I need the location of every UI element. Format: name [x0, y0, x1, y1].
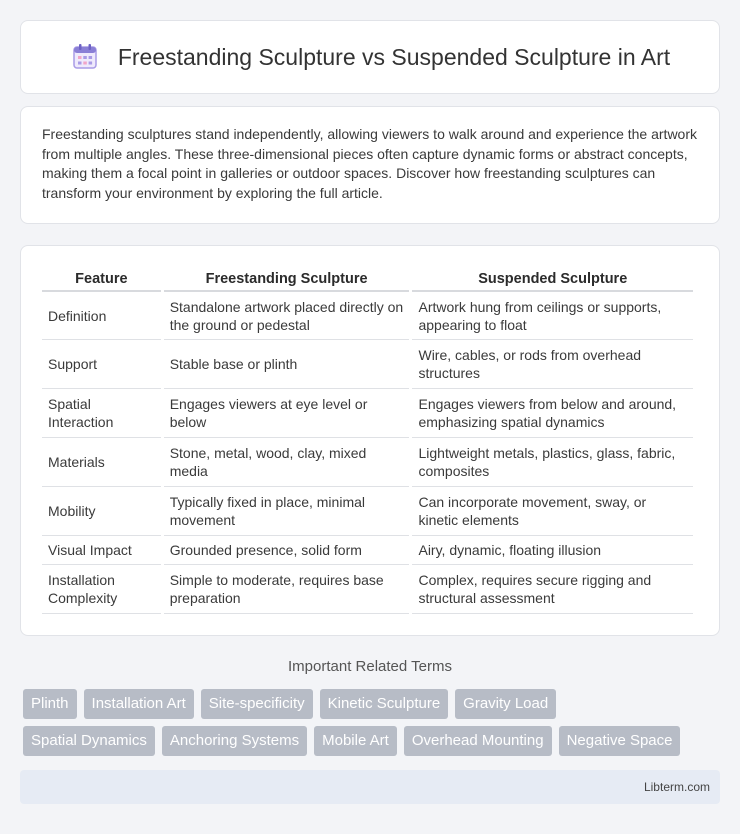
feature-cell: Materials: [42, 438, 161, 487]
comparison-card: [20, 245, 720, 636]
suspended-cell: Can incorporate movement, sway, or kinetic elements: [412, 487, 693, 536]
page-title: Freestanding Sculpture vs Suspended Sculpture in Art: [117, 43, 671, 70]
header-freestanding: Freestanding Sculpture: [164, 266, 410, 292]
title-wrap: [21, 21, 719, 93]
header-suspended: Suspended Sculpture: [412, 266, 693, 292]
tag-row: [23, 689, 723, 719]
header-feature: Feature: [42, 266, 161, 292]
calendar-icon: [70, 42, 100, 72]
intro-card: [20, 106, 720, 224]
suspended-cell: Wire, cables, or rods from overhead structures: [412, 340, 693, 389]
tag-overhead-mounting[interactable]: Overhead Mounting: [404, 726, 552, 756]
tag-gravity-load[interactable]: Gravity Load: [455, 689, 556, 719]
suspended-cell: Lightweight metals, plastics, glass, fabric, composites: [412, 438, 693, 487]
tag-mobile-art[interactable]: Mobile Art: [314, 726, 397, 756]
table-row: [42, 340, 693, 389]
feature-cell: Spatial Interaction: [42, 389, 161, 438]
title-card: [20, 20, 720, 94]
feature-cell: Mobility: [42, 487, 161, 536]
footer-site-link[interactable]: Libterm.com: [643, 780, 710, 794]
table-row: [42, 438, 693, 487]
tag-anchoring-systems[interactable]: Anchoring Systems: [162, 726, 307, 756]
footer: [20, 770, 720, 804]
freestanding-cell: Standalone artwork placed directly on the ground or pedestal: [164, 292, 410, 340]
freestanding-cell: Stable base or plinth: [164, 340, 410, 389]
related-terms-heading: Important Related Terms: [288, 658, 452, 675]
feature-cell: Support: [42, 340, 161, 389]
comparison-table: [39, 266, 696, 614]
freestanding-cell: Typically fixed in place, minimal movement: [164, 487, 410, 536]
freestanding-cell: Grounded presence, solid form: [164, 536, 410, 565]
table-row: [42, 565, 693, 614]
suspended-cell: Artwork hung from ceilings or supports, appearing to float: [412, 292, 693, 340]
freestanding-cell: Simple to moderate, requires base preparation: [164, 565, 410, 614]
intro-paragraph: Freestanding sculptures stand independently, allowing viewers to walk around and experience the artwork from multiple angles. These three-dimensional pieces often capture dynamic forms or abstract concepts, making them a focal point in galleries or outdoor spaces. Discover how freestanding sculptures can transform your environment by exploring the full article.: [42, 126, 698, 201]
tag-spatial-dynamics[interactable]: Spatial Dynamics: [23, 726, 155, 756]
tag-row: [23, 726, 723, 756]
table-row: [42, 536, 693, 565]
suspended-cell: Airy, dynamic, floating illusion: [412, 536, 693, 565]
table-header-row: [42, 266, 693, 292]
feature-cell: Installation Complexity: [42, 565, 161, 614]
related-terms: [23, 689, 723, 763]
freestanding-cell: Stone, metal, wood, clay, mixed media: [164, 438, 410, 487]
suspended-cell: Engages viewers from below and around, emphasizing spatial dynamics: [412, 389, 693, 438]
tag-installation-art[interactable]: Installation Art: [84, 689, 194, 719]
table-row: [42, 487, 693, 536]
feature-cell: Definition: [42, 292, 161, 340]
suspended-cell: Complex, requires secure rigging and structural assessment: [412, 565, 693, 614]
freestanding-cell: Engages viewers at eye level or below: [164, 389, 410, 438]
tag-negative-space[interactable]: Negative Space: [559, 726, 681, 756]
tag-site-specificity[interactable]: Site-specificity: [201, 689, 313, 719]
table-row: [42, 292, 693, 340]
table-row: [42, 389, 693, 438]
tag-kinetic-sculpture[interactable]: Kinetic Sculpture: [320, 689, 449, 719]
tag-plinth[interactable]: Plinth: [23, 689, 77, 719]
feature-cell: Visual Impact: [42, 536, 161, 565]
